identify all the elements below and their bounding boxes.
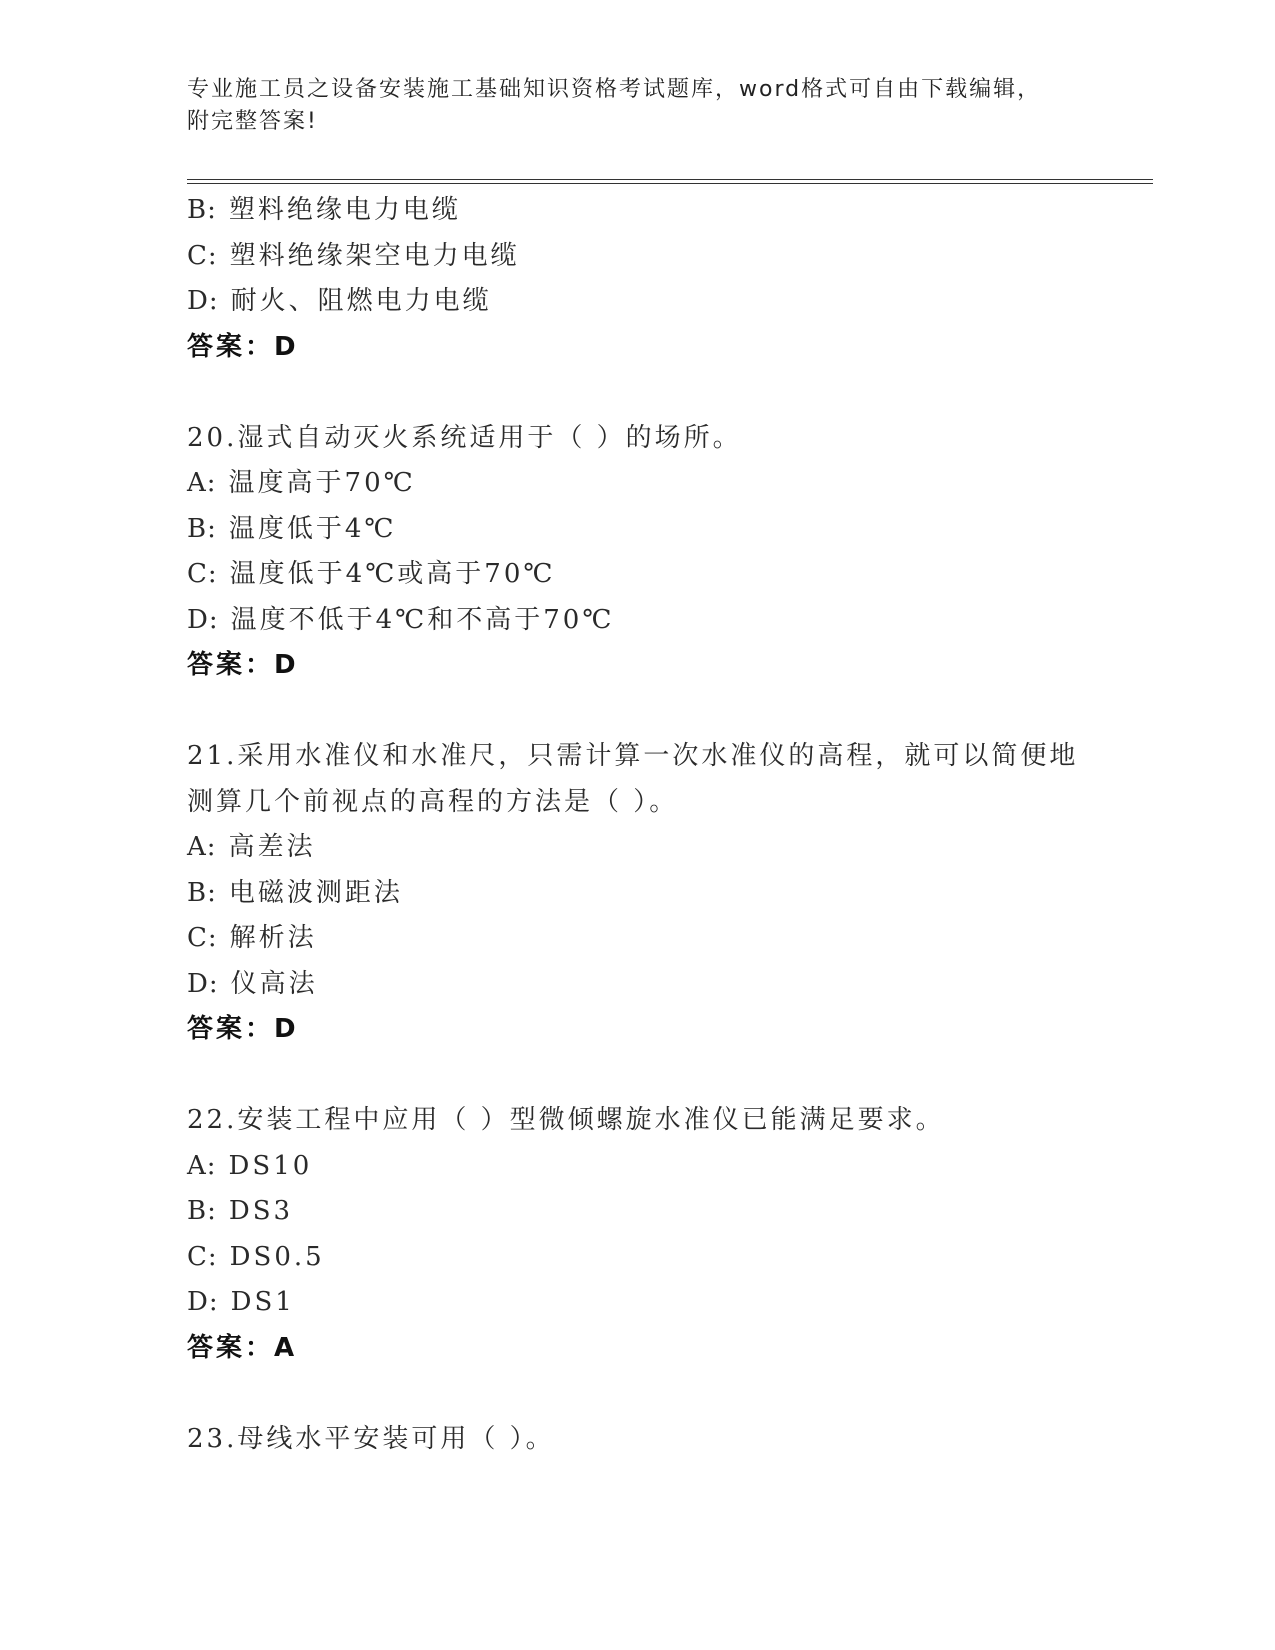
option-key: D:: [187, 286, 219, 316]
answer-option: [187, 188, 1087, 234]
answer-line: 答案：D: [187, 331, 299, 362]
option-text: 电磁波测距法: [228, 877, 403, 908]
option-text: 温度低于4℃: [228, 513, 397, 544]
question-text-line: 22.安装工程中应用（ ）型微倾螺旋水准仪已能满足要求。: [187, 1105, 945, 1135]
option-key: B:: [187, 1196, 217, 1226]
answer-line: 答案：D: [187, 1014, 299, 1044]
option-text: 温度不低于4℃和不高于70℃: [230, 604, 615, 635]
answer-option: [187, 461, 1087, 507]
block-spacer: [187, 1371, 1087, 1417]
question-block: [187, 188, 1087, 416]
block-spacer: [187, 370, 1087, 416]
option-key: B:: [187, 513, 217, 544]
option-key: C:: [187, 923, 218, 953]
answer-option: [187, 916, 1087, 962]
option-key: A:: [187, 1150, 217, 1181]
answer-option: [187, 962, 1087, 1008]
option-text: 塑料绝缘架空电力电缆: [229, 240, 520, 271]
option-key: B:: [187, 195, 217, 225]
option-text: 温度高于70℃: [228, 468, 416, 498]
block-spacer: [187, 1053, 1087, 1099]
option-text: 塑料绝缘电力电缆: [228, 195, 461, 225]
option-key: A:: [187, 468, 217, 498]
question-text-line: 23.母线水平安装可用（ ）。: [187, 1423, 555, 1454]
header-double-rule: [187, 179, 1153, 184]
answer-option: [187, 871, 1087, 917]
option-text: 仪高法: [230, 968, 318, 999]
option-text: DS1: [230, 1287, 295, 1317]
question-text-line: 21.采用水准仪和水准尺，只需计算一次水准仪的高程，就可以简便地: [187, 741, 1079, 771]
question-block: [187, 416, 1087, 735]
answer-option: [187, 279, 1087, 325]
option-text: 温度低于4℃或高于70℃: [229, 559, 556, 589]
block-spacer: [187, 689, 1087, 735]
header-line-2: 附完整答案!: [187, 109, 318, 134]
question-text: [187, 734, 1087, 780]
question-list: [187, 188, 1087, 1462]
header-line-1: 专业施工员之设备安装施工基础知识资格考试题库，word格式可自由下载编辑，: [187, 77, 1042, 102]
answer-option: [187, 1235, 1087, 1281]
option-key: D:: [187, 604, 219, 635]
question-text: [187, 416, 1087, 462]
option-text: 解析法: [229, 923, 317, 953]
question-text-line: 测算几个前视点的高程的方法是（ ）。: [187, 786, 679, 817]
answer-option: [187, 1280, 1087, 1326]
document-header: [187, 74, 1087, 138]
answer-line: 答案：D: [187, 650, 299, 680]
answer-option: [187, 234, 1087, 280]
answer-option: [187, 825, 1087, 871]
question-text-line: 20.湿式自动灭火系统适用于（ ）的场所。: [187, 422, 742, 453]
option-key: C:: [187, 1241, 218, 1272]
question-block: [187, 734, 1087, 1098]
option-key: C:: [187, 240, 218, 271]
question-block: [187, 1098, 1087, 1417]
option-key: B:: [187, 877, 217, 908]
question-block: [187, 1417, 1087, 1463]
option-text: DS10: [228, 1150, 313, 1181]
option-text: DS0.5: [229, 1241, 325, 1272]
option-text: 高差法: [228, 832, 316, 862]
answer-option: [187, 507, 1087, 553]
answer-option: [187, 552, 1087, 598]
question-text: [187, 1417, 1087, 1463]
answer-option: [187, 1144, 1087, 1190]
option-text: 耐火、阻燃电力电缆: [230, 286, 492, 316]
question-text: [187, 1098, 1087, 1144]
answer-option: [187, 1189, 1087, 1235]
option-key: D:: [187, 1287, 219, 1317]
option-text: DS3: [228, 1196, 294, 1226]
option-key: A:: [187, 832, 217, 862]
answer-option: [187, 598, 1087, 644]
option-key: C:: [187, 559, 218, 589]
answer-line: 答案：A: [187, 1332, 298, 1363]
option-key: D:: [187, 968, 219, 999]
question-text: [187, 780, 1087, 826]
